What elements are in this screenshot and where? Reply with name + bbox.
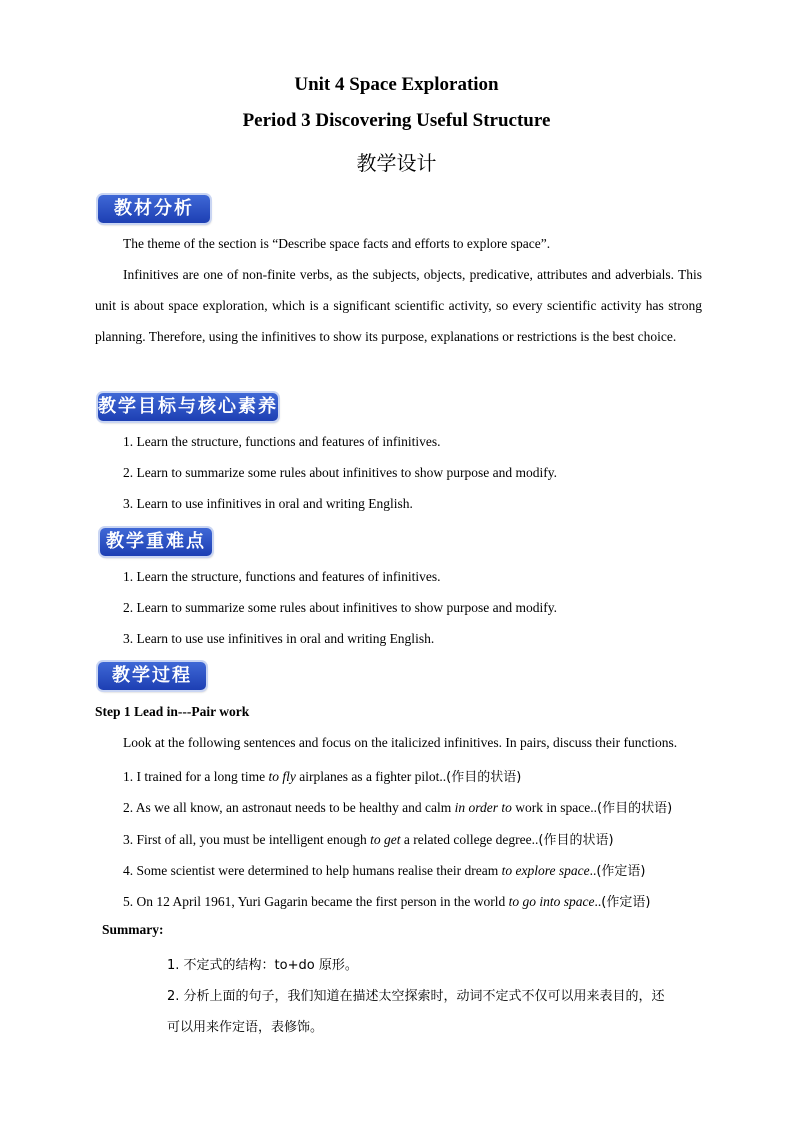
example-sentence: 4. Some scientist were determined to help humans realise their dream to explore space..(作定语) [123, 863, 646, 879]
process-instruction: Look at the following sentences and focus on the italicized infinitives. In pairs, discuss their functions. [123, 735, 678, 750]
example-sentence: 2. As we all know, an astronaut needs to be healthy and calm in order to work in space..(作目的状语) [123, 800, 673, 816]
example-sentence: 5. On 12 April 1961, Yuri Gagarin became the first person in the world to go into space..(作定语) [123, 894, 651, 910]
example-sentence: 1. I trained for a long time to fly airplanes as a fighter pilot..(作目的状语) [123, 769, 522, 785]
summary-item: 2. 分析上面的句子，我们知道在描述太空探索时，动词不定式不仅可以用来表目的，还 [167, 989, 665, 1004]
key-point-item: 2. Learn to summarize some rules about infinitives to show purpose and modify. [123, 600, 558, 615]
key-point-item: 3. Learn to use use infinitives in oral and writing English. [123, 631, 435, 646]
analysis-paragraph-2: Infinitives are one of non-finite verbs, as the subjects, objects, predicative, attributes and adverbials. This unit is about space exploration, which is a significant scientific activity, so every scientific activity has strong planning. Therefore, using the infinitives to show its purpose, explanations or restrictions is the best choice. [95, 267, 702, 345]
section-badge-objectives: 教学目标与核心素养 [98, 393, 278, 421]
section-badge-process: 教学过程 [98, 662, 206, 690]
example-sentence: 3. First of all, you must be intelligent enough to get a related college degree..(作目的状语) [123, 832, 614, 848]
key-point-item: 1. Learn the structure, functions and features of infinitives. [123, 569, 441, 584]
step-1-heading: Step 1 Lead in---Pair work [95, 704, 250, 719]
section-badge-analysis: 教材分析 [98, 195, 210, 223]
analysis-paragraph-1: The theme of the section is “Describe space facts and efforts to explore space”. [123, 236, 551, 251]
summary-label: Summary: [102, 922, 164, 937]
summary-item: 1. 不定式的结构：to+do 原形。 [167, 958, 358, 973]
lesson-plan-title: 教学设计 [356, 151, 437, 175]
period-title: Period 3 Discovering Useful Structure [242, 110, 551, 131]
objective-item: 1. Learn the structure, functions and features of infinitives. [123, 434, 441, 449]
unit-title: Unit 4 Space Exploration [294, 74, 499, 95]
objective-item: 2. Learn to summarize some rules about infinitives to show purpose and modify. [123, 465, 558, 480]
section-badge-key-points: 教学重难点 [100, 528, 212, 556]
objective-item: 3. Learn to use infinitives in oral and writing English. [123, 496, 413, 511]
summary-item-continuation: 可以用来作定语，表修饰。 [167, 1020, 324, 1035]
